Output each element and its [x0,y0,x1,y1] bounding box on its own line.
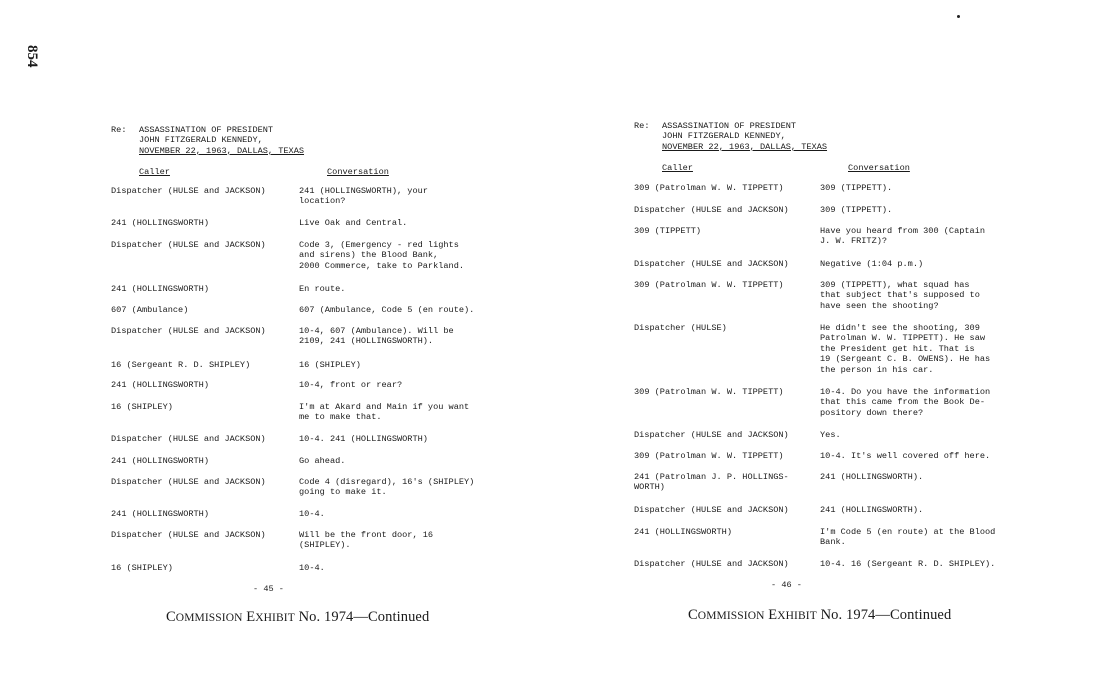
conversation-line: 2109, 241 (HOLLINGSWORTH). [299,336,434,347]
footer-title: COMMISSION EXHIBIT No. 1974 [166,609,354,625]
caller-cell [111,530,266,540]
caller-cell [111,563,173,573]
conversation-cell [299,305,474,315]
caller-line: Dispatcher (HULSE and JACKSON) [634,430,789,440]
exhibit-footer [166,609,429,626]
caller-line: 16 (SHIPLEY) [111,402,173,412]
caller-line: Dispatcher (HULSE and JACKSON) [111,434,266,444]
conversation-cell [820,559,995,569]
caller-cell [111,218,209,228]
caller-cell [634,559,789,569]
conversation-cell [299,477,474,498]
conversation-line: the person in his car. [820,364,934,375]
caller-cell [111,509,209,519]
conversation-line: the President get hit. That is [820,343,975,354]
caller-cell [634,226,701,236]
caller-cell [634,527,732,537]
caller-line: Dispatcher (HULSE and JACKSON) [634,205,789,215]
caller-line: Dispatcher (HULSE and JACKSON) [111,326,266,336]
re-label: Re: [634,121,650,131]
footer-title: COMMISSION EXHIBIT No. 1974 [688,607,876,623]
caller-cell [634,430,789,440]
re-line: ASSASSINATION OF PRESIDENT [662,121,797,131]
caller-cell [111,477,266,487]
caller-line: Dispatcher (HULSE and JACKSON) [634,505,789,515]
conversation-line: I'm Code 5 (en route) at the Blood [820,527,996,537]
caller-line: 309 (Patrolman W. W. TIPPETT) [634,183,784,193]
conversation-cell [299,509,325,519]
re-line: NOVEMBER 22, 1963, DALLAS, TEXAS [139,145,305,156]
conversation-cell [820,323,990,375]
caller-cell [634,451,784,461]
re-line: NOVEMBER 22, 1963, DALLAS, TEXAS [662,141,828,152]
conversation-line: that this came from the Book De- [820,397,986,408]
conversation-cell [299,530,433,551]
caller-header: Caller [139,167,170,177]
conversation-line: 10-4. 241 (HOLLINGSWORTH) [299,434,428,444]
conversation-line: 10-4. [299,509,325,519]
caller-cell [111,284,209,294]
caller-cell [111,380,209,390]
caller-cell [111,402,173,412]
caller-cell [111,305,188,315]
conversation-line: I'm at Akard and Main if you want [299,402,470,412]
caller-cell [634,280,784,290]
caller-cell [111,456,209,466]
caller-cell [111,360,250,370]
caller-line: Dispatcher (HULSE and JACKSON) [111,477,266,487]
caller-header: Caller [662,163,693,173]
conversation-cell [820,387,990,418]
caller-line: Dispatcher (HULSE and JACKSON) [634,559,789,569]
caller-line: Dispatcher (HULSE and JACKSON) [634,259,789,269]
conversation-cell [820,259,923,269]
caller-cell [634,259,789,269]
conversation-cell [820,280,980,311]
conversation-cell [299,380,402,390]
conversation-cell [820,205,892,215]
caller-line: Dispatcher (HULSE and JACKSON) [111,186,266,196]
conversation-header: Conversation [848,163,910,173]
conversation-line: En route. [299,284,346,294]
caller-line: 16 (Sergeant R. D. SHIPLEY) [111,360,251,370]
conversation-line: 241 (HOLLINGSWORTH), your [299,186,428,196]
conversation-line: J. W. FRITZ)? [820,236,888,247]
conversation-line: Will be the front door, 16 [299,530,434,540]
conversation-line: 607 (Ambulance, Code 5 (en route). [299,305,475,315]
conversation-cell [299,360,361,370]
conversation-line: Yes. [820,430,841,440]
caller-line: 241 (HOLLINGSWORTH) [111,456,209,466]
re-line: ASSASSINATION OF PRESIDENT [139,125,274,135]
conversation-line: 241 (HOLLINGSWORTH). [820,472,924,482]
re-subject [139,125,304,156]
caller-line: WORTH) [634,482,665,493]
conversation-line: 2000 Commerce, take to Parkland. [299,260,465,271]
conversation-line: Bank. [820,537,846,548]
conversation-line: 16 (SHIPLEY) [299,360,361,370]
conversation-line: location? [299,196,346,207]
conversation-cell [299,326,454,347]
conversation-line: Have you heard from 300 (Captain [820,226,986,236]
caller-line: 241 (HOLLINGSWORTH) [111,284,209,294]
conversation-cell [299,434,428,444]
caller-line: 309 (TIPPETT) [634,226,702,236]
conversation-cell [820,183,892,193]
caller-line: Dispatcher (HULSE and JACKSON) [111,240,266,250]
conversation-line: Negative (1:04 p.m.) [820,259,924,269]
caller-cell [634,205,789,215]
conversation-line: 19 (Sergeant C. B. OWENS). He has [820,354,991,365]
conversation-line: 10-4. It's well covered off here. [820,451,991,461]
caller-line: Dispatcher (HULSE and JACKSON) [111,530,266,540]
conversation-line: have seen the shooting? [820,300,939,311]
caller-cell [634,323,727,333]
caller-cell [634,472,789,493]
caller-line: 16 (SHIPLEY) [111,563,173,573]
caller-line: 309 (Patrolman W. W. TIPPETT) [634,387,784,397]
conversation-line: 10-4, front or rear? [299,380,403,390]
caller-cell [634,183,784,193]
caller-line: 607 (Ambulance) [111,305,189,315]
re-line: JOHN FITZGERALD KENNEDY, [662,131,786,142]
caller-line: 241 (HOLLINGSWORTH) [111,509,209,519]
conversation-cell [820,527,995,548]
conversation-line: me to make that. [299,412,382,423]
conversation-line: 309 (TIPPETT). [820,183,893,193]
caller-line: 241 (HOLLINGSWORTH) [111,218,209,228]
caller-line: 241 (HOLLINGSWORTH) [634,527,732,537]
caller-line: 241 (HOLLINGSWORTH) [111,380,209,390]
conversation-line: going to make it. [299,487,387,498]
conversation-line: 241 (HOLLINGSWORTH). [820,505,924,515]
caller-line: 309 (Patrolman W. W. TIPPETT) [634,451,784,461]
conversation-cell [299,402,469,423]
caller-line: Dispatcher (HULSE) [634,323,727,333]
conversation-line: and sirens) the Blood Bank, [299,250,439,261]
conversation-cell [820,472,923,482]
conversation-line: that subject that's supposed to [820,290,980,301]
conversation-line: 309 (TIPPETT). [820,205,893,215]
caller-cell [634,387,784,397]
conversation-line: (SHIPLEY). [299,540,351,551]
conversation-header: Conversation [327,167,389,177]
conversation-line: 10-4. Do you have the information [820,387,991,397]
caller-cell [634,505,789,515]
conversation-cell [820,451,990,461]
conversation-line: 309 (TIPPETT), what squad has [820,280,970,290]
conversation-cell [820,430,841,440]
conversation-line: 10-4, 607 (Ambulance). Will be [299,326,454,336]
exhibit-footer [688,607,951,624]
conversation-line: Code 3, (Emergency - red lights [299,240,459,250]
conversation-line: 10-4. [299,563,325,573]
caller-line: 241 (Patrolman J. P. HOLLINGS- [634,472,789,482]
conversation-line: Go ahead. [299,456,346,466]
conversation-cell [299,563,325,573]
page-number: - 46 - [771,580,802,590]
re-subject [662,121,827,152]
caller-cell [111,186,266,196]
conversation-line: Code 4 (disregard), 16's (SHIPLEY) [299,477,475,487]
conversation-cell [299,240,464,271]
caller-line: 309 (Patrolman W. W. TIPPETT) [634,280,784,290]
re-line: JOHN FITZGERALD KENNEDY, [139,135,263,146]
conversation-cell [299,218,407,228]
speck [957,15,960,18]
conversation-line: Patrolman W. W. TIPPETT). He saw [820,333,986,344]
caller-cell [111,240,266,250]
conversation-cell [820,226,985,247]
conversation-line: 10-4. 16 (Sergeant R. D. SHIPLEY). [820,559,996,569]
footer-suffix: —Continued [353,609,430,625]
conversation-line: Live Oak and Central. [299,218,408,228]
caller-cell [111,434,266,444]
conversation-line: He didn't see the shooting, 309 [820,323,980,333]
conversation-cell [299,456,345,466]
page-number: - 45 - [253,584,284,594]
conversation-cell [299,186,428,207]
re-label: Re: [111,125,127,135]
footer-suffix: —Continued [875,607,952,623]
caller-cell [111,326,266,336]
conversation-cell [299,284,345,294]
conversation-cell [820,505,923,515]
conversation-line: pository down there? [820,407,924,418]
